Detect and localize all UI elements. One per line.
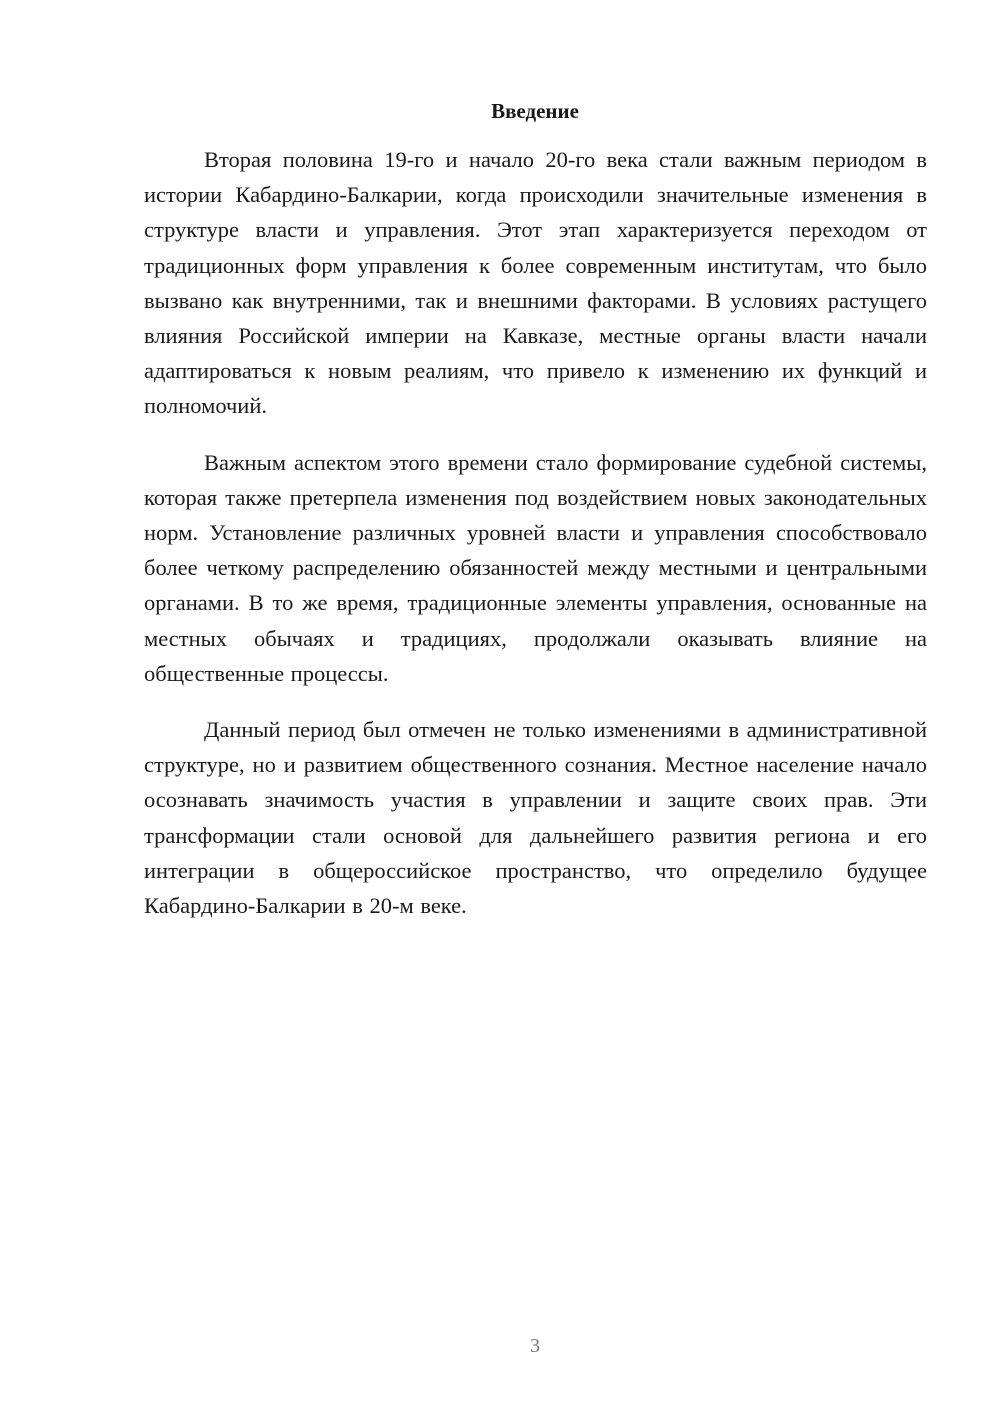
paragraph-1: Вторая половина 19-го и начало 20-го века стали важным периодом в истории Кабардино-Балкарии, когда происходили значительные изменения в структуре власти и управления. Этот этап характеризуется переходом от традиционных форм управления к более современным институтам, что было вызвано как внутренними, так и внешними факторами. В условиях растущего влияния Российской империи на Кавказе, местные органы власти начали адаптироваться к новым реалиям, что привело к изменению их функций и полномочий. xyxy=(144,147,927,419)
paragraph-3: Данный период был отмечен не только изменениями в административной структуре, но и развитием общественного сознания. Местное население начало осознавать значимость участия в управлении и защите своих прав. Эти трансформации стали основой для дальнейшего развития региона и его интеграции в общероссийское пространство, что определило будущее Кабардино-Балкарии в 20-м веке. xyxy=(144,717,927,919)
body-text xyxy=(144,142,927,923)
page-number: 3 xyxy=(530,1335,540,1357)
section-heading: Введение xyxy=(491,99,579,123)
paragraph-2: Важным аспектом этого времени стало формирование судебной системы, которая также претерпела изменения под воздействием новых законодательных норм. Установление различных уровней власти и управления способствовало более четкому распределению обязанностей между местными и центральными органами. В то же время, традиционные элементы управления, основанные на местных обычаях и традициях, продолжали оказывать влияние на общественные процессы. xyxy=(144,449,927,686)
